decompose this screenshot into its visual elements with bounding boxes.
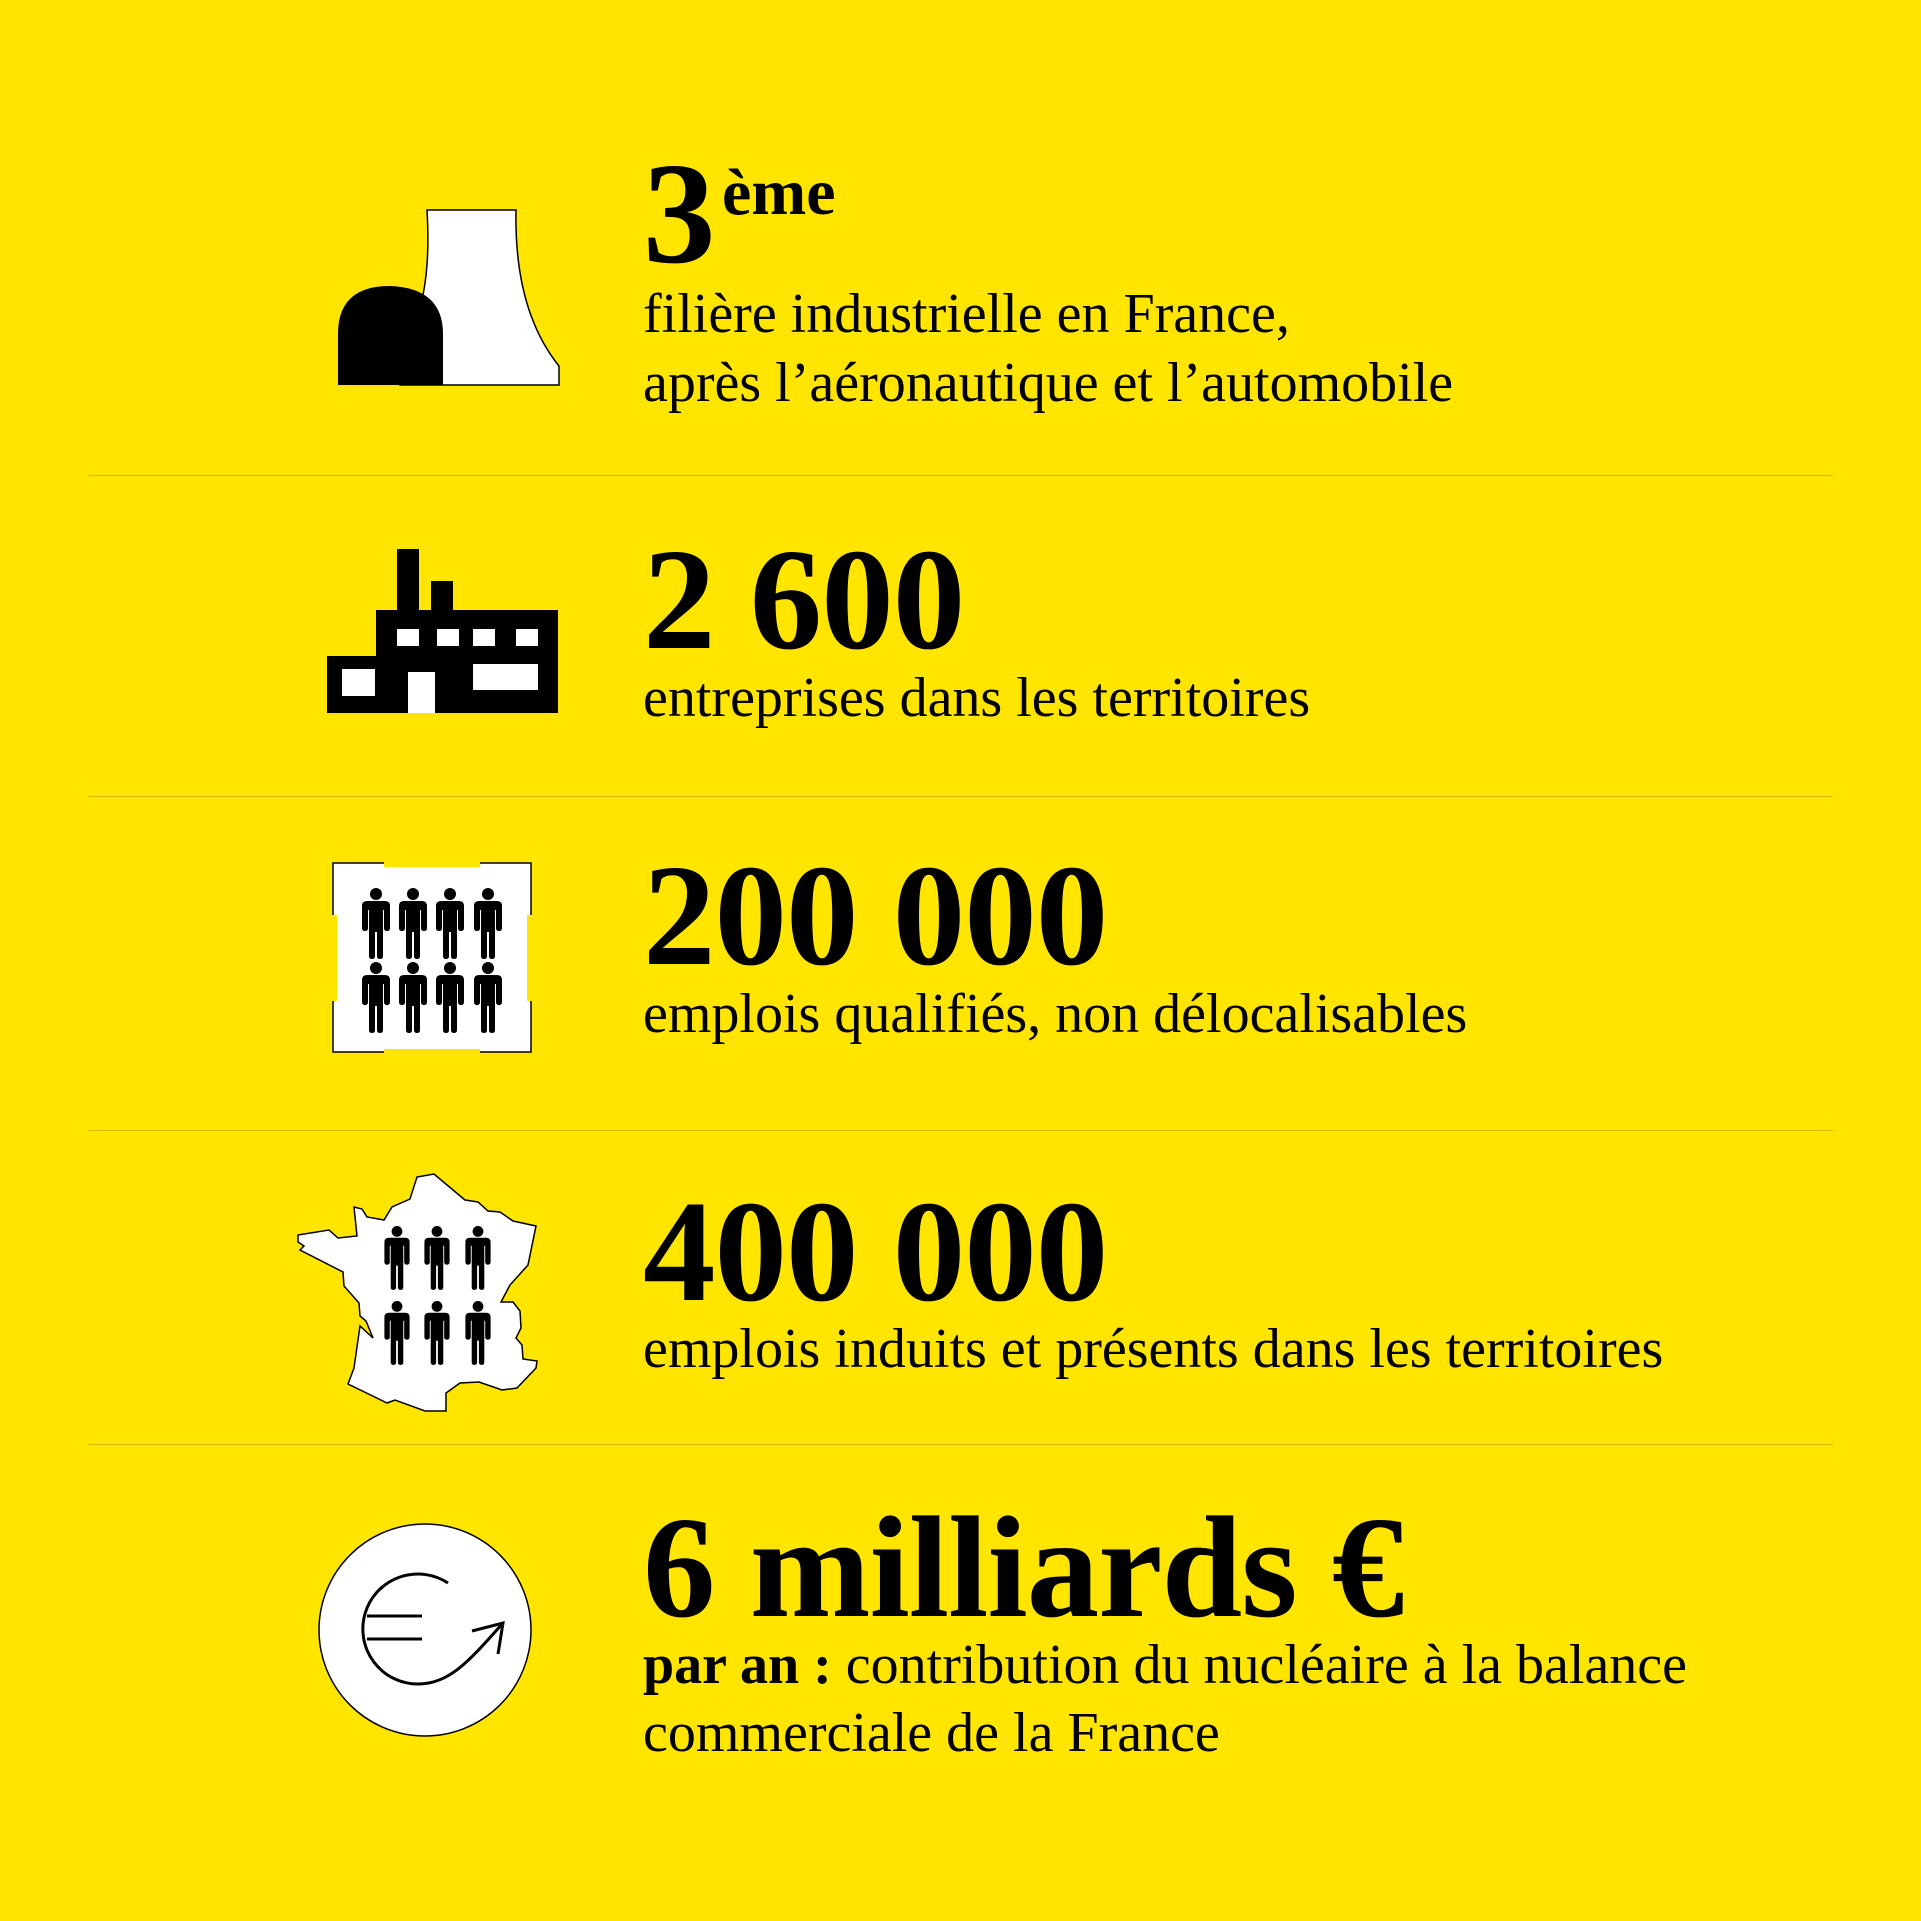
stat-desc-rank-line2: après l’aéronautique et l’automobile: [643, 352, 1454, 414]
stat-value-jobs: 200 000: [643, 836, 1108, 996]
stat-value-rank-suffix: ème: [722, 156, 836, 229]
divider: [88, 1130, 1833, 1131]
stat-desc-rank-line1: filière industrielle en France,: [643, 283, 1290, 345]
stat-value-induced-jobs: 400 000: [643, 1172, 1108, 1332]
stat-value-trade-balance: 6 milliards €: [643, 1488, 1404, 1648]
stat-value-companies: 2 600: [643, 520, 965, 680]
stat-desc-jobs: emplois qualifiés, non délocalisables: [643, 983, 1468, 1045]
stat-desc-trade-balance-line1: [643, 1634, 1687, 1696]
divider: [88, 475, 1833, 476]
stat-desc-trade-balance-line2: commerciale de la France: [643, 1702, 1220, 1764]
nuclear-plant-icon: [338, 210, 559, 385]
stat-desc-induced-jobs: emplois induits et présents dans les territoires: [643, 1318, 1664, 1380]
workers-group-icon: [330, 860, 534, 1056]
stat-value-rank: 3: [643, 134, 715, 294]
divider: [88, 1444, 1833, 1445]
stat-desc-text: contribution du nucléaire à la balance: [831, 1634, 1687, 1696]
stat-desc-companies: entreprises dans les territoires: [643, 667, 1311, 729]
stat-desc-lead: par an :: [643, 1634, 832, 1696]
divider: [88, 796, 1833, 797]
france-map-workers-icon: [298, 1174, 537, 1411]
euro-growth-icon: [319, 1524, 531, 1736]
factory-icon: [327, 549, 558, 713]
